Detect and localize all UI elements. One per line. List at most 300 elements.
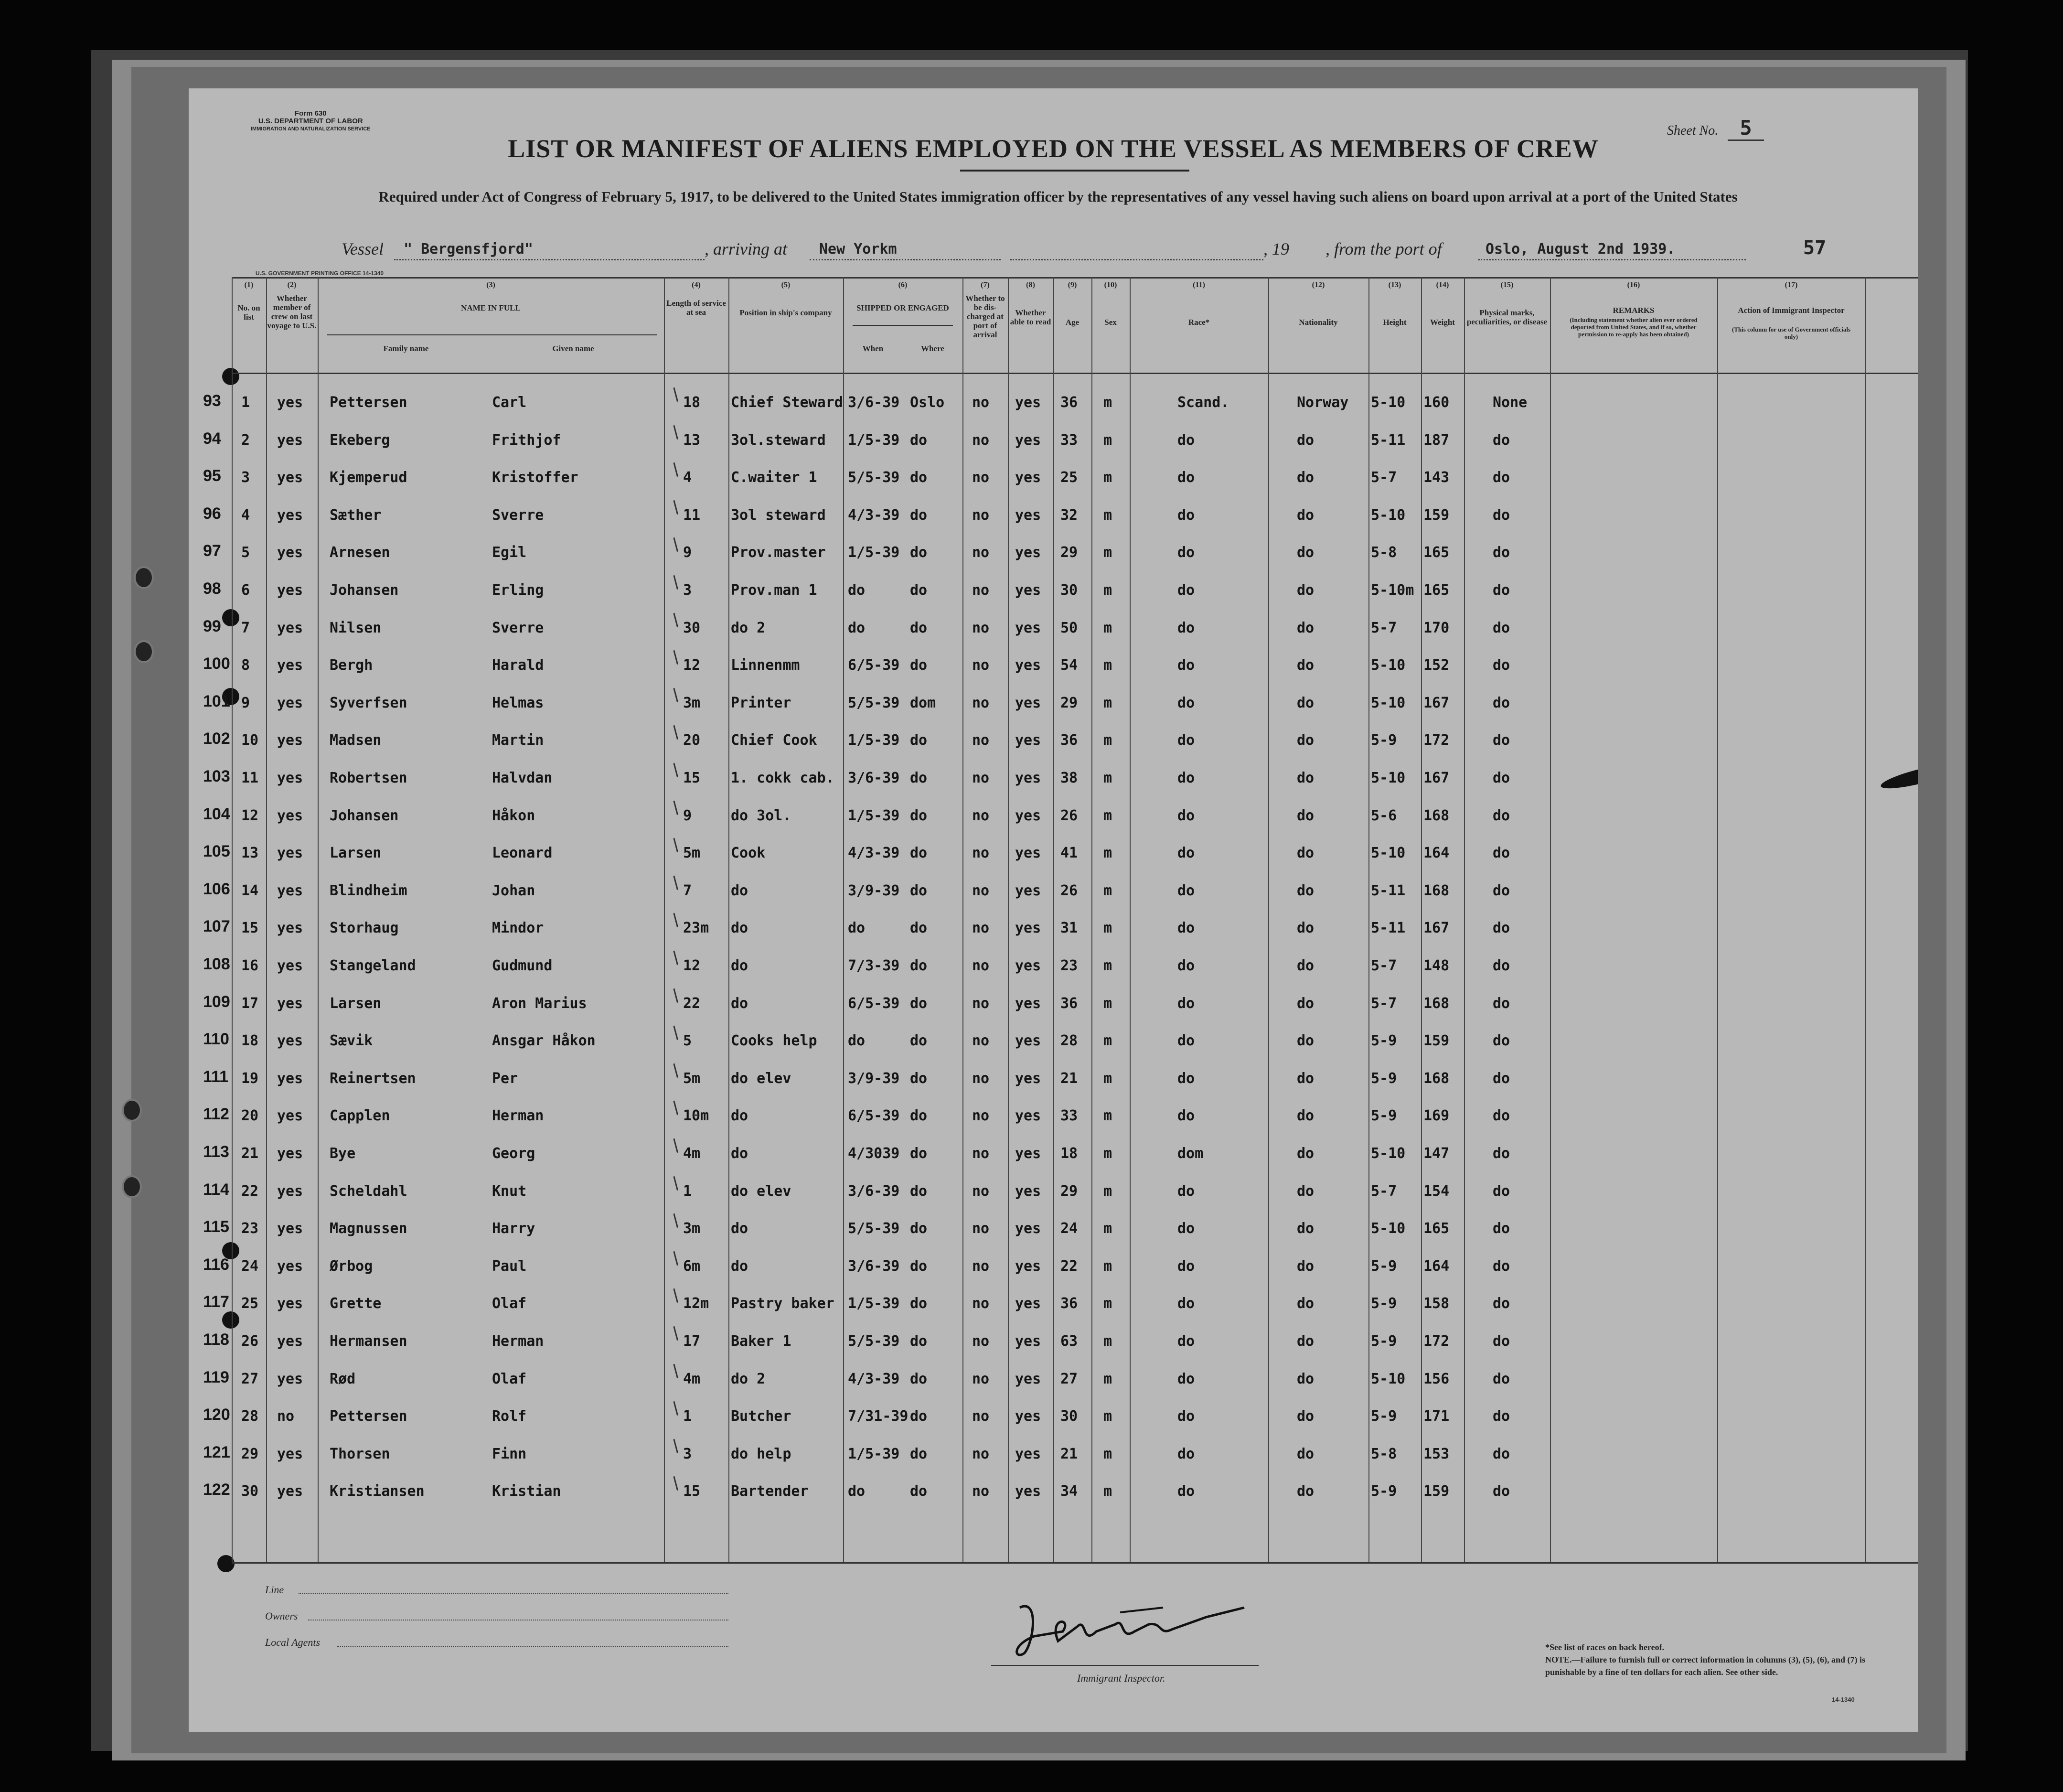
form-code: 14-1340 — [1832, 1696, 1855, 1703]
row-age: 36 — [1060, 394, 1078, 411]
row-position: do — [731, 1257, 748, 1275]
row-sex: m — [1103, 1408, 1112, 1425]
row-nationality: Norway — [1297, 394, 1349, 411]
row-able-to-read: yes — [1015, 657, 1041, 674]
row-member: yes — [277, 694, 303, 711]
row-sex: m — [1103, 1032, 1112, 1050]
row-given-name: Olaf — [492, 1295, 527, 1312]
row-able-to-read: yes — [1015, 732, 1041, 749]
row-physical: do — [1493, 1370, 1510, 1387]
vessel-line — [342, 239, 1870, 263]
col-num-12: (12) — [1312, 281, 1325, 289]
vessel-label: Vessel — [342, 239, 384, 258]
row-weight: 148 — [1423, 957, 1450, 974]
row-discharged: no — [972, 1483, 990, 1500]
row-race: do — [1177, 1070, 1195, 1087]
row-age: 50 — [1060, 619, 1078, 636]
footer — [256, 1584, 1880, 1727]
tally-stroke: / — [668, 1173, 684, 1194]
row-height: 5-9 — [1371, 1107, 1397, 1125]
col-head-physical: Physical marks, peculiarities, or disease — [1466, 308, 1548, 326]
row-height: 5-8 — [1371, 1445, 1397, 1462]
row-physical: do — [1493, 1333, 1510, 1350]
row-height: 5-10 — [1371, 694, 1406, 711]
row-discharged: no — [972, 1145, 990, 1162]
tally-stroke: / — [668, 685, 684, 706]
table-row — [203, 422, 1918, 464]
row-height: 5-9 — [1371, 1408, 1397, 1425]
table-row — [203, 1136, 1918, 1178]
row-age: 30 — [1060, 1408, 1078, 1425]
row-family-name: Ekeberg — [330, 431, 390, 449]
col-head-nationality: Nationality — [1299, 318, 1338, 327]
row-sex: m — [1103, 1107, 1112, 1125]
row-position: do help — [731, 1445, 791, 1462]
row-position: Printer — [731, 694, 791, 711]
row-manifest-number: 112 — [203, 1105, 229, 1124]
row-given-name: Sverre — [492, 506, 544, 524]
row-position: Butcher — [731, 1408, 791, 1425]
row-number: 13 — [241, 845, 259, 862]
row-family-name: Sævik — [330, 1032, 373, 1050]
table-row — [203, 1361, 1918, 1403]
row-weight: 170 — [1423, 619, 1450, 636]
row-weight: 165 — [1423, 1220, 1450, 1237]
row-family-name: Storhaug — [330, 920, 399, 937]
row-family-name: Johansen — [330, 807, 399, 824]
row-given-name: Herman — [492, 1107, 544, 1125]
row-manifest-number: 110 — [203, 1030, 229, 1049]
col-num-9: (9) — [1068, 281, 1077, 289]
row-nationality: do — [1297, 1107, 1315, 1125]
row-when: do — [848, 1483, 866, 1500]
row-able-to-read: yes — [1015, 807, 1041, 824]
col-num-10: (10) — [1104, 281, 1117, 289]
row-discharged: no — [972, 1445, 990, 1462]
row-member: yes — [277, 657, 303, 674]
row-number: 14 — [241, 882, 259, 899]
row-family-name: Nilsen — [330, 619, 382, 636]
row-age: 54 — [1060, 657, 1078, 674]
row-able-to-read: yes — [1015, 845, 1041, 862]
table-row — [203, 1436, 1918, 1478]
inspector-signature — [1005, 1598, 1254, 1660]
row-sex: m — [1103, 995, 1112, 1012]
row-manifest-number: 119 — [203, 1368, 229, 1386]
row-able-to-read: yes — [1015, 1070, 1041, 1087]
row-race: do — [1177, 1483, 1195, 1500]
row-height: 5-10 — [1371, 1220, 1406, 1237]
row-where: do — [910, 1370, 928, 1387]
row-length-of-service: 4m — [683, 1145, 701, 1162]
row-manifest-number: 120 — [203, 1406, 230, 1424]
tally-stroke: / — [668, 1061, 684, 1082]
row-physical: do — [1493, 882, 1510, 899]
row-family-name: Blindheim — [330, 882, 407, 899]
row-age: 26 — [1060, 882, 1078, 899]
row-member: yes — [277, 1445, 303, 1462]
col-head-family: Family name — [383, 344, 429, 353]
row-age: 41 — [1060, 845, 1078, 862]
sheet-number-value: 5 — [1728, 116, 1764, 141]
row-family-name: Syverfsen — [330, 694, 407, 711]
tally-stroke: / — [668, 948, 684, 969]
row-when: do — [848, 582, 866, 599]
row-height: 5-10 — [1371, 845, 1406, 862]
row-when: 1/5-39 — [848, 1295, 900, 1312]
row-discharged: no — [972, 920, 990, 937]
row-age: 31 — [1060, 920, 1078, 937]
row-sex: m — [1103, 1220, 1112, 1237]
tally-stroke: / — [668, 1473, 684, 1495]
row-where: do — [910, 1483, 928, 1500]
row-given-name: Gudmund — [492, 957, 553, 974]
shipped-subdivider — [853, 325, 953, 326]
row-race: do — [1177, 1182, 1195, 1200]
row-given-name: Sverre — [492, 619, 544, 636]
row-where: do — [910, 544, 928, 561]
tally-stroke: / — [668, 1436, 684, 1457]
tally-stroke: / — [668, 873, 684, 894]
row-height: 5-10 — [1371, 394, 1406, 411]
row-where: do — [910, 1257, 928, 1275]
row-weight: 153 — [1423, 1445, 1450, 1462]
tally-stroke: / — [668, 422, 684, 443]
form-dept: U.S. DEPARTMENT OF LABOR — [258, 117, 363, 125]
row-given-name: Ansgar Håkon — [492, 1032, 596, 1050]
row-manifest-number: 105 — [203, 842, 230, 861]
col-head-sex: Sex — [1104, 318, 1117, 327]
row-manifest-number: 103 — [203, 767, 230, 785]
row-height: 5-9 — [1371, 1032, 1397, 1050]
row-family-name: Grette — [330, 1295, 382, 1312]
row-physical: do — [1493, 582, 1510, 599]
row-manifest-number: 96 — [203, 504, 221, 523]
row-length-of-service: 10m — [683, 1107, 709, 1125]
table-row — [203, 572, 1918, 614]
page-title: LIST OR MANIFEST OF ALIENS EMPLOYED ON THE VESSEL AS MEMBERS OF CREW — [508, 134, 1599, 163]
row-member: yes — [277, 544, 303, 561]
row-manifest-number: 101 — [203, 692, 230, 710]
row-where: do — [910, 807, 928, 824]
row-height: 5-7 — [1371, 995, 1397, 1012]
row-where: do — [910, 1408, 928, 1425]
row-age: 29 — [1060, 1182, 1078, 1200]
row-position: do elev — [731, 1070, 791, 1087]
row-physical: do — [1493, 920, 1510, 937]
row-able-to-read: yes — [1015, 619, 1041, 636]
row-weight: 158 — [1423, 1295, 1450, 1312]
row-nationality: do — [1297, 957, 1315, 974]
table-row — [203, 948, 1918, 990]
row-member: no — [277, 1408, 295, 1425]
row-given-name: Rolf — [492, 1408, 527, 1425]
row-length-of-service: 3m — [683, 694, 701, 711]
row-given-name: Frithjof — [492, 431, 561, 449]
col-head-remarks: REMARKS — [1613, 306, 1655, 315]
row-position: Cook — [731, 845, 766, 862]
row-length-of-service: 18 — [683, 394, 701, 411]
row-where: do — [910, 619, 928, 636]
row-length-of-service: 1 — [683, 1408, 692, 1425]
row-age: 30 — [1060, 582, 1078, 599]
from-rule — [1478, 259, 1746, 260]
row-when: 7/3-39 — [848, 957, 900, 974]
row-family-name: Kristiansen — [330, 1483, 425, 1500]
row-height: 5-8 — [1371, 544, 1397, 561]
row-race: do — [1177, 657, 1195, 674]
row-weight: 168 — [1423, 807, 1450, 824]
tally-stroke: / — [668, 985, 684, 1007]
row-family-name: Capplen — [330, 1107, 390, 1125]
row-age: 25 — [1060, 469, 1078, 486]
row-family-name: Scheldahl — [330, 1182, 407, 1200]
table-row — [203, 1248, 1918, 1290]
row-physical: do — [1493, 469, 1510, 486]
col-num-14: (14) — [1436, 281, 1449, 289]
row-age: 36 — [1060, 732, 1078, 749]
row-given-name: Olaf — [492, 1370, 527, 1387]
table-row — [203, 985, 1918, 1028]
row-age: 38 — [1060, 770, 1078, 786]
row-family-name: Arnesen — [330, 544, 390, 561]
row-age: 23 — [1060, 957, 1078, 974]
row-weight: 147 — [1423, 1145, 1450, 1162]
row-able-to-read: yes — [1015, 1333, 1041, 1350]
table-row — [203, 1211, 1918, 1253]
row-member: yes — [277, 732, 303, 749]
row-able-to-read: yes — [1015, 1370, 1041, 1387]
row-able-to-read: yes — [1015, 544, 1041, 561]
row-manifest-number: 111 — [203, 1067, 228, 1086]
row-where: do — [910, 657, 928, 674]
row-physical: do — [1493, 1483, 1510, 1500]
row-able-to-read: yes — [1015, 506, 1041, 524]
row-able-to-read: yes — [1015, 1408, 1041, 1425]
row-when: 6/5-39 — [848, 995, 900, 1012]
row-nationality: do — [1297, 1032, 1315, 1050]
row-sex: m — [1103, 920, 1112, 937]
row-when: 1/5-39 — [848, 1445, 900, 1462]
row-length-of-service: 1 — [683, 1182, 692, 1200]
row-physical: do — [1493, 732, 1510, 749]
signature-rule — [991, 1665, 1259, 1666]
row-race: do — [1177, 920, 1195, 937]
col-head-name-in-full: NAME IN FULL — [461, 303, 521, 312]
row-length-of-service: 7 — [683, 882, 692, 899]
row-family-name: Pettersen — [330, 394, 407, 411]
row-number: 9 — [241, 694, 250, 711]
row-when: 3/6-39 — [848, 1182, 900, 1200]
row-sex: m — [1103, 1257, 1112, 1275]
row-nationality: do — [1297, 732, 1315, 749]
row-nationality: do — [1297, 469, 1315, 486]
tally-stroke: / — [668, 460, 684, 481]
row-weight: 160 — [1423, 394, 1450, 411]
row-position: do — [731, 1107, 748, 1125]
row-position: Chief Cook — [731, 732, 817, 749]
col-num-5: (5) — [781, 281, 791, 289]
footer-note — [1545, 1641, 1880, 1678]
row-height: 5-9 — [1371, 1483, 1397, 1500]
row-position: do 2 — [731, 1370, 766, 1387]
row-length-of-service: 23m — [683, 920, 709, 937]
row-length-of-service: 12 — [683, 657, 701, 674]
row-given-name: Harald — [492, 657, 544, 674]
row-nationality: do — [1297, 1370, 1315, 1387]
row-height: 5-11 — [1371, 882, 1406, 899]
tally-stroke: / — [668, 1248, 684, 1269]
row-physical: do — [1493, 1408, 1510, 1425]
row-member: yes — [277, 1107, 303, 1125]
row-nationality: do — [1297, 1070, 1315, 1087]
row-able-to-read: yes — [1015, 1032, 1041, 1050]
row-length-of-service: 13 — [683, 431, 701, 449]
row-member: yes — [277, 1220, 303, 1237]
row-length-of-service: 17 — [683, 1333, 701, 1350]
table-row — [203, 797, 1918, 840]
row-member: yes — [277, 1070, 303, 1087]
col-head-action: Action of Immigrant Inspector — [1738, 306, 1845, 315]
row-discharged: no — [972, 506, 990, 524]
title-underline — [960, 170, 1189, 172]
row-weight: 164 — [1423, 1257, 1450, 1275]
row-number: 11 — [241, 770, 259, 786]
row-discharged: no — [972, 807, 990, 824]
tally-stroke: / — [668, 497, 684, 518]
row-sex: m — [1103, 506, 1112, 524]
row-position: Pastry baker — [731, 1295, 834, 1312]
row-given-name: Leonard — [492, 845, 553, 862]
row-discharged: no — [972, 1032, 990, 1050]
row-when: 3/9-39 — [848, 1070, 900, 1087]
row-family-name: Kjemperud — [330, 469, 407, 486]
col-num-8: (8) — [1026, 281, 1035, 289]
row-nationality: do — [1297, 1220, 1315, 1237]
row-where: do — [910, 1220, 928, 1237]
row-race: do — [1177, 732, 1195, 749]
row-where: do — [910, 995, 928, 1012]
row-nationality: do — [1297, 694, 1315, 711]
row-race: do — [1177, 770, 1195, 786]
row-sex: m — [1103, 807, 1112, 824]
row-family-name: Ørbog — [330, 1257, 373, 1275]
row-weight: 167 — [1423, 770, 1450, 786]
row-nationality: do — [1297, 920, 1315, 937]
tally-stroke: / — [668, 572, 684, 593]
row-race: do — [1177, 1445, 1195, 1462]
footer-note-penalty: NOTE.—Failure to furnish full or correct information in columns (3), (5), (6), and (7) is punishable by a fine of ten dollars for each alien. See other side. — [1545, 1655, 1865, 1677]
row-when: do — [848, 1032, 866, 1050]
row-able-to-read: yes — [1015, 1145, 1041, 1162]
row-discharged: no — [972, 431, 990, 449]
row-race: do — [1177, 1295, 1195, 1312]
table-row — [203, 760, 1918, 802]
row-length-of-service: 12 — [683, 957, 701, 974]
row-physical: do — [1493, 619, 1510, 636]
row-discharged: no — [972, 1408, 990, 1425]
row-nationality: do — [1297, 1445, 1315, 1462]
row-race: do — [1177, 1408, 1195, 1425]
row-where: do — [910, 506, 928, 524]
row-given-name: Helmas — [492, 694, 544, 711]
row-age: 22 — [1060, 1257, 1078, 1275]
tally-stroke: / — [668, 647, 684, 669]
tally-stroke: / — [668, 1136, 684, 1157]
row-where: do — [910, 582, 928, 599]
row-length-of-service: 15 — [683, 770, 701, 786]
table-row — [203, 647, 1918, 689]
row-height: 5-7 — [1371, 469, 1397, 486]
row-member: yes — [277, 1333, 303, 1350]
row-discharged: no — [972, 732, 990, 749]
row-where: do — [910, 732, 928, 749]
row-able-to-read: yes — [1015, 995, 1041, 1012]
row-race: do — [1177, 882, 1195, 899]
row-family-name: Larsen — [330, 845, 382, 862]
row-when: 5/5-39 — [848, 469, 900, 486]
row-where: do — [910, 1333, 928, 1350]
row-where: do — [910, 882, 928, 899]
row-height: 5-10 — [1371, 657, 1406, 674]
row-able-to-read: yes — [1015, 694, 1041, 711]
row-sex: m — [1103, 544, 1112, 561]
row-nationality: do — [1297, 431, 1315, 449]
row-physical: do — [1493, 1107, 1510, 1125]
row-discharged: no — [972, 469, 990, 486]
row-race: do — [1177, 1220, 1195, 1237]
row-manifest-number: 102 — [203, 730, 230, 748]
row-length-of-service: 6m — [683, 1257, 701, 1275]
row-when: 3/6-39 — [848, 394, 900, 411]
row-height: 5-6 — [1371, 807, 1397, 824]
row-nationality: do — [1297, 1483, 1315, 1500]
row-when: 1/5-39 — [848, 807, 900, 824]
row-discharged: no — [972, 882, 990, 899]
row-position: Linnenmm — [731, 657, 800, 674]
row-number: 3 — [241, 469, 250, 486]
year-label: , 19 — [1263, 239, 1289, 258]
row-sex: m — [1103, 845, 1112, 862]
from-label: , from the port of — [1325, 239, 1442, 258]
row-when: do — [848, 920, 866, 937]
row-length-of-service: 4m — [683, 1370, 701, 1387]
col-num-17: (17) — [1785, 281, 1798, 289]
row-height: 5-10 — [1371, 1370, 1406, 1387]
col-num-3: (3) — [486, 281, 495, 289]
row-length-of-service: 3m — [683, 1220, 701, 1237]
row-manifest-number: 98 — [203, 579, 221, 598]
sheet-number-label: Sheet No. — [1667, 123, 1719, 138]
row-member: yes — [277, 394, 303, 411]
col-num-15: (15) — [1500, 281, 1514, 289]
row-discharged: no — [972, 1333, 990, 1350]
row-age: 29 — [1060, 544, 1078, 561]
row-height: 5-10 — [1371, 1145, 1406, 1162]
col-num-16: (16) — [1627, 281, 1640, 289]
row-given-name: Paul — [492, 1257, 527, 1275]
row-family-name: Robertsen — [330, 770, 407, 786]
row-age: 63 — [1060, 1333, 1078, 1350]
row-where: do — [910, 920, 928, 937]
table-row — [203, 1023, 1918, 1065]
row-weight: 172 — [1423, 1333, 1450, 1350]
row-number: 17 — [241, 995, 259, 1012]
row-manifest-number: 117 — [203, 1293, 229, 1311]
col-num-1: (1) — [244, 281, 254, 289]
row-weight: 171 — [1423, 1408, 1450, 1425]
row-where: do — [910, 1107, 928, 1125]
